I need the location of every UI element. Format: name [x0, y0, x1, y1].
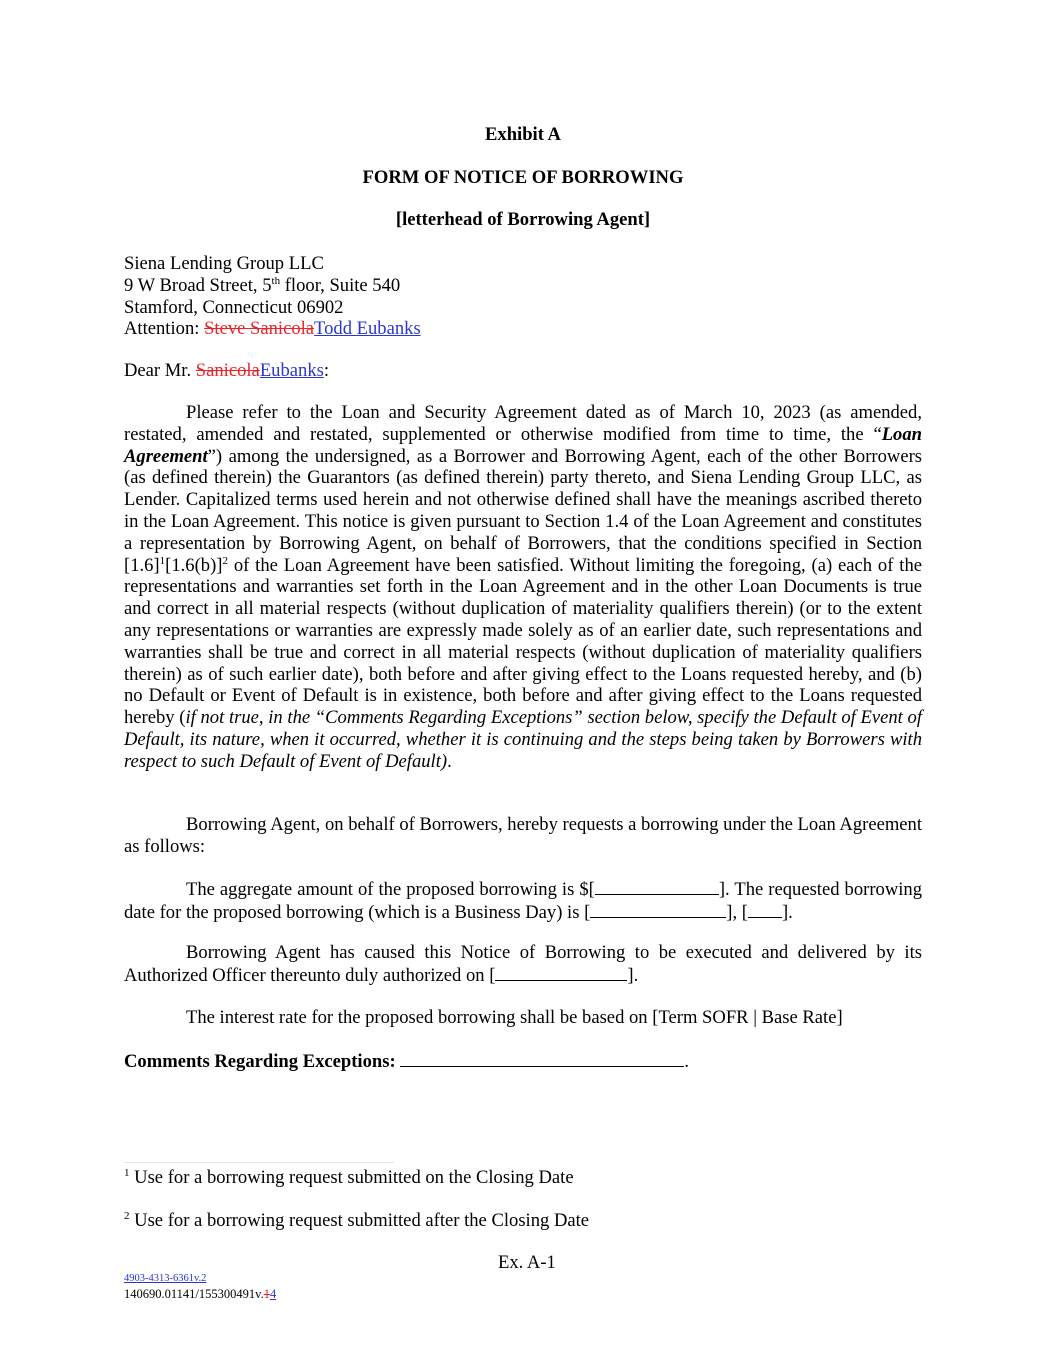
footnote-number: 1: [124, 1166, 130, 1179]
paragraph-text: ]. The requested borrowing date for the proposed borrowing (which is a Business Day) is [: [124, 879, 923, 923]
footnote-ref-2: 2: [222, 554, 228, 567]
document-id: [124, 1287, 276, 1302]
footnote-2: [124, 1210, 589, 1232]
interest-rate-paragraph: The interest rate for the proposed borrowing shall be based on [Term SOFR | Base Rate]: [186, 1007, 843, 1028]
comments-section: [124, 1050, 922, 1073]
comments-label: Comments Regarding Exceptions:: [124, 1051, 396, 1072]
paragraph-text: of the Loan Agreement have been satisfied. Without limiting the foregoing, (a) each of the representations and warranties set forth in the Loan Agreement and in the other Loan Documents is true and correct in all material respects (without duplication of materiality qualifiers therein) (or to the extent any representations or warranties are expressly made solely as of an earlier date, such representations and warranties shall be true and correct in all material respects (without duplication of materiality qualifiers therein) as of such earlier date), both before and after giving effect to the Loans requested hereby, and (b) no Default or Event of Default is in existence, both before and after giving effect to the Loans requested hereby (: [124, 554, 922, 729]
address-line-street: [124, 275, 421, 297]
exhibit-label: Exhibit A: [485, 124, 561, 145]
document-id-inserted: 4903-4313-6361v.2: [124, 1273, 207, 1284]
paragraph-text: Borrowing Agent has caused this Notice of Borrowing to be executed and delivered by its Authorized Officer thereunto duly authorized on [: [124, 942, 922, 986]
paragraph-text: ”) among the undersigned, as a Borrower and Borrowing Agent, each of the other Borrowers (as defined therein) the Guarantors (as defined therein) party thereto, and Siena Lending Group LLC, as Lender. Capitalized terms used herein and not otherwise defined shall have the meanings ascribed thereto in the Loan Agreement. This notice is given pursuant to Section 1.4 of the Loan Agreement and constitutes a representation by Borrowing Agent, on behalf of Borrowers, that the conditions specified in Section [1.6]: [124, 445, 922, 576]
authorization-date-blank-field[interactable]: [495, 964, 627, 981]
borrowing-date-blank-field[interactable]: [590, 901, 726, 918]
street-text: 9 W Broad Street, 5: [124, 274, 272, 296]
amount-blank-field[interactable]: [595, 878, 719, 895]
footnote-separator: [124, 1162, 394, 1163]
salutation: [124, 360, 922, 382]
recipient-address: [124, 253, 421, 340]
loan-agreement-paragraph: [124, 402, 922, 773]
inserted-surname: Eubanks: [259, 360, 324, 381]
document-title: FORM OF NOTICE OF BORROWING: [362, 167, 684, 188]
ordinal-suffix: th: [271, 274, 281, 287]
deleted-name: Steve Sanicola: [204, 318, 315, 340]
borrowing-amount-paragraph: [124, 878, 922, 924]
comments-period: .: [684, 1051, 689, 1072]
inserted-version: 4: [269, 1287, 277, 1301]
footnote-ref-1: 1: [159, 554, 166, 567]
request-paragraph: Borrowing Agent, on behalf of Borrowers, hereby requests a borrowing under the Loan Agreement as follows:: [124, 814, 922, 857]
address-line-company: Siena Lending Group LLC: [124, 253, 324, 274]
footnote-number: 2: [124, 1209, 130, 1222]
footnote-1: [124, 1167, 574, 1189]
defined-term: Loan Agreement: [124, 423, 922, 467]
footnote-text: Use for a borrowing request submitted after the Closing Date: [129, 1210, 590, 1231]
execution-paragraph: [124, 942, 922, 987]
exceptions-instruction: if not true, in the “Comments Regarding Exceptions” section below, specify the Default of Event of Default, its nature, when it occurred, whether it is continuing and the steps being taken by Borrowers with respect to such Default of Event of Default): [124, 707, 922, 772]
footnote-text: Use for a borrowing request submitted on the Closing Date: [129, 1167, 574, 1188]
letterhead-placeholder: [letterhead of Borrowing Agent]: [395, 209, 651, 230]
salutation-colon: :: [323, 360, 330, 381]
paragraph-text: ].: [781, 901, 793, 923]
paragraph-text: [1.6(b)]: [165, 554, 223, 576]
deleted-surname: Sanicola: [195, 360, 260, 381]
comments-blank-field[interactable]: [400, 1050, 684, 1067]
document-id-prefix: 140690.01141/155300491v.: [124, 1287, 264, 1301]
street-text-rest: floor, Suite 540: [280, 274, 401, 296]
paragraph-text: .: [447, 750, 452, 772]
paragraph-text: The aggregate amount of the proposed borrowing is $[: [186, 879, 595, 900]
inserted-name: Todd Eubanks: [314, 318, 421, 340]
deleted-version: 1: [263, 1287, 270, 1301]
paragraph-text: Please refer to the Loan and Security Agreement dated as of March 10, 2023 (as amended, restated, amended and restated, supplemented or otherwise modified from time to time, the “: [124, 402, 922, 445]
address-line-city: Stamford, Connecticut 06902: [124, 296, 344, 318]
attention-line: [124, 318, 421, 340]
paragraph-text: ].: [627, 964, 639, 986]
paragraph-text: ], [: [726, 901, 748, 923]
attention-label: Attention:: [124, 318, 205, 340]
year-blank-field[interactable]: [748, 901, 782, 918]
page-number: Ex. A-1: [498, 1252, 556, 1273]
salutation-prefix: Dear Mr.: [124, 360, 196, 381]
